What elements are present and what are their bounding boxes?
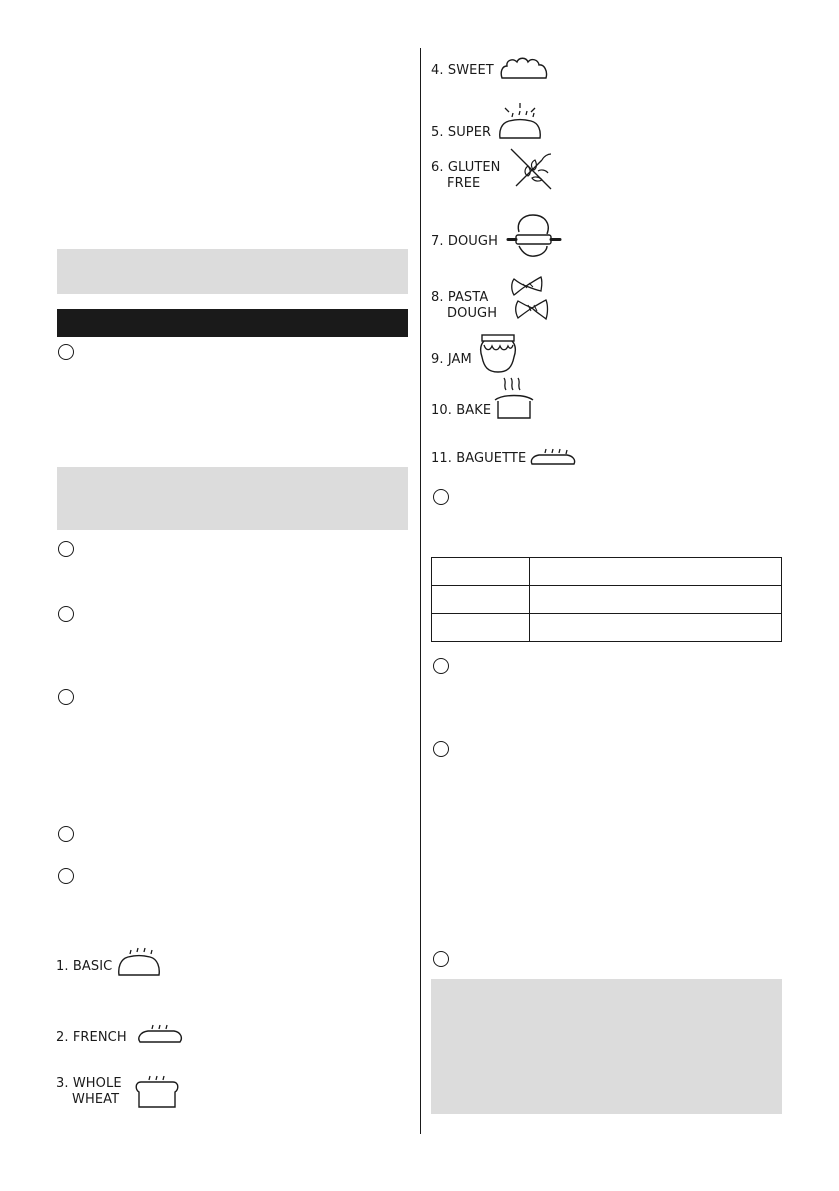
program-sweet-label: 4. SWEET [431,63,494,78]
step-marker-4 [58,689,74,705]
step-marker-5 [58,826,74,842]
program-pasta-dough-label [431,290,497,322]
program-bake-label: 10. BAKE [431,403,492,418]
step-marker-3 [58,606,74,622]
pasta-dough-line2: DOUGH [447,306,498,321]
note-box-top [57,249,408,294]
whole-wheat-loaf-icon [133,1076,181,1110]
program-dough-label: 7. DOUGH [431,234,498,249]
bake-steam-pan-icon [493,376,535,424]
table-row [432,558,782,586]
gluten-free-line1: 6. GLUTEN [431,160,501,175]
table-cell [432,586,530,614]
program-super-label: 5. SUPER [431,125,492,140]
program-whole-wheat-label [56,1076,122,1108]
pasta-dough-line1: 8. PASTA [431,290,489,305]
note-box-middle [57,467,408,530]
step-marker-8 [433,658,449,674]
pasta-bow-icon [511,275,551,323]
column-divider [420,48,421,1134]
table-cell [432,614,530,642]
program-french-label: 2. FRENCH [56,1030,127,1045]
step-marker-7 [433,489,449,505]
program-gluten-free-label [431,160,501,192]
crossed-wheat-icon [508,146,554,192]
program-baguette-label: 11. BAGUETTE [431,451,527,466]
step-marker-1 [58,344,74,360]
note-box-bottom [431,979,782,1114]
table-row [432,586,782,614]
jam-jar-icon [478,333,518,375]
step-marker-6 [58,868,74,884]
baguette-icon [529,447,577,467]
french-loaf-icon [136,1024,184,1046]
whole-wheat-line2: WHEAT [72,1092,120,1107]
table-cell [432,558,530,586]
step-marker-2 [58,541,74,557]
table-cell [530,614,782,642]
whole-wheat-line1: 3. WHOLE [56,1076,122,1091]
super-rapid-loaf-icon [495,101,545,141]
program-jam-label: 9. JAM [431,352,472,367]
dough-rolling-pin-icon [507,212,561,260]
table-cell [530,558,782,586]
basic-loaf-icon [116,946,162,978]
gluten-free-line2: FREE [447,176,481,191]
section-header-bar [57,309,408,337]
step-marker-9 [433,741,449,757]
settings-table [431,557,782,642]
program-basic-label: 1. BASIC [56,959,113,974]
table-row [432,614,782,642]
step-marker-10 [433,951,449,967]
table-cell [530,586,782,614]
sweet-loaf-icon [499,54,549,82]
